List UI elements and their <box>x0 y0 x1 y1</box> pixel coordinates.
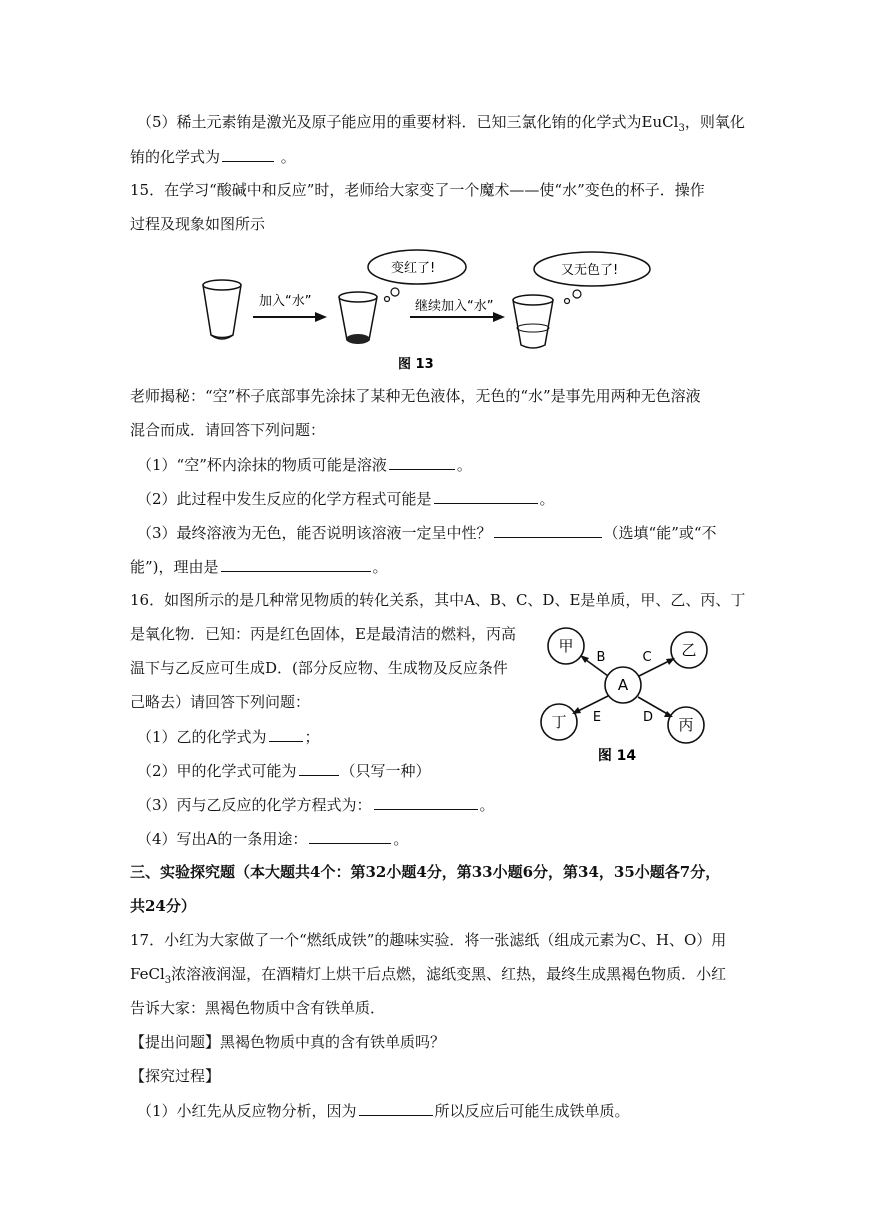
figure-14-caption: 图 14 <box>597 748 637 764</box>
edge-label-c: C <box>642 650 652 665</box>
answer-blank[interactable] <box>434 488 538 504</box>
q17-stem-line2: FeCl$_3$浓溶液润湿，在酒精灯上烘干后点燃，滤纸变黑、红热，最终生成黑褐色物质．小红 <box>130 965 727 986</box>
q15-sub3-cont: 能”)，理由是 。 <box>130 558 388 576</box>
edge-label-e: E <box>592 710 602 725</box>
bubble1-text: 变红了! <box>391 261 436 276</box>
edge-label-b: B <box>596 650 606 665</box>
figure-13-caption: 图 13 <box>398 357 434 372</box>
empty-cup-icon <box>203 280 241 339</box>
answer-blank[interactable] <box>309 828 391 844</box>
answer-blank[interactable] <box>359 1100 433 1116</box>
q15-sub2: （2）此过程中发生反应的化学方程式可能是 。 <box>137 490 555 508</box>
label-yi: 乙 <box>681 641 697 659</box>
q15-reveal-line1: 老师揭秘：“空”杯子底部事先涂抹了某种无色液体，无色的“水”是事先用两种无色溶液 <box>130 387 701 405</box>
q16-sub3: （3）丙与乙反应的化学方程式为： 。 <box>137 796 495 814</box>
q16-stem-line4: 己略去）请回答下列问题： <box>130 693 311 711</box>
q17-process: 【探究过程】 <box>130 1067 221 1085</box>
q17-stem-line3: 告诉大家：黑褐色物质中含有铁单质． <box>130 999 386 1017</box>
q16-stem-line1: 16．如图所示的是几种常见物质的转化关系，其中A、B、C、D、E是单质，甲、乙、丙、丁 <box>130 591 746 609</box>
answer-blank[interactable] <box>299 760 339 776</box>
answer-blank[interactable] <box>389 454 455 470</box>
answer-blank[interactable] <box>374 794 478 810</box>
q16-sub1: （1）乙的化学式为 ； <box>137 728 320 746</box>
q16-sub4: （4）写出A的一条用途： 。 <box>137 830 409 848</box>
q15-sub1: （1）“空”杯内涂抹的物质可能是溶液 。 <box>137 456 472 474</box>
figure-14 <box>535 618 725 768</box>
red-cup-icon <box>339 292 377 344</box>
q16-stem-line2: 是氧化物．已知：丙是红色固体，E是最清洁的燃料，丙高 <box>130 625 516 643</box>
bubble2-text: 又无色了! <box>561 263 619 278</box>
q15-sub3: （3）最终溶液为无色，能否说明该溶液一定呈中性？ （选填“能”或“不 <box>137 524 717 542</box>
label-jia: 甲 <box>558 637 574 655</box>
section3-heading-line1: 三、实验探究题（本大题共4个：第32小题4分，第33小题6分，第34，35小题各7分， <box>130 863 721 881</box>
q16-sub2: （2）甲的化学式可能为 （只写一种） <box>137 762 431 780</box>
q17-stem-line1: 17．小红为大家做了一个“燃纸成铁”的趣味实验．将一张滤纸（组成元素为C、H、O）用 <box>130 931 727 949</box>
answer-blank[interactable] <box>269 726 303 742</box>
label-ding: 丁 <box>551 713 567 731</box>
label-bing: 丙 <box>678 716 694 734</box>
q14-5-line1: （5）稀土元素铕是激光及原子能应用的重要材料．已知三氯化铕的化学式为EuCl$_3$，则氧化 <box>137 113 745 134</box>
arrow-right-icon <box>253 312 327 322</box>
arrow1-label: 加入“水” <box>259 294 312 309</box>
answer-blank[interactable] <box>221 556 371 572</box>
arrow2-label: 继续加入“水” <box>415 299 494 314</box>
label-a: A <box>617 676 629 694</box>
answer-blank[interactable] <box>222 146 274 162</box>
section3-heading-line2: 共24分） <box>130 897 196 915</box>
figure-13 <box>195 240 675 375</box>
q16-stem-line3: 温下与乙反应可生成D．(部分反应物、生成物及反应条件 <box>130 659 508 677</box>
edge-label-d: D <box>642 710 654 725</box>
q15-stem-line1: 15．在学习“酸碱中和反应”时，老师给大家变了一个魔术——使“水”变色的杯子．操作 <box>130 181 705 199</box>
q17-problem: 【提出问题】黑褐色物质中真的含有铁单质吗？ <box>130 1033 446 1051</box>
answer-blank[interactable] <box>494 522 602 538</box>
colorless-cup-icon <box>513 295 553 348</box>
q17-sub1: （1）小红先从反应物分析，因为 所以反应后可能生成铁单质。 <box>137 1102 630 1120</box>
q15-stem-line2: 过程及现象如图所示 <box>130 215 266 233</box>
q15-reveal-line2: 混合而成．请回答下列问题： <box>130 421 326 439</box>
q14-5-line2: 铕的化学式为 。 <box>130 148 296 166</box>
